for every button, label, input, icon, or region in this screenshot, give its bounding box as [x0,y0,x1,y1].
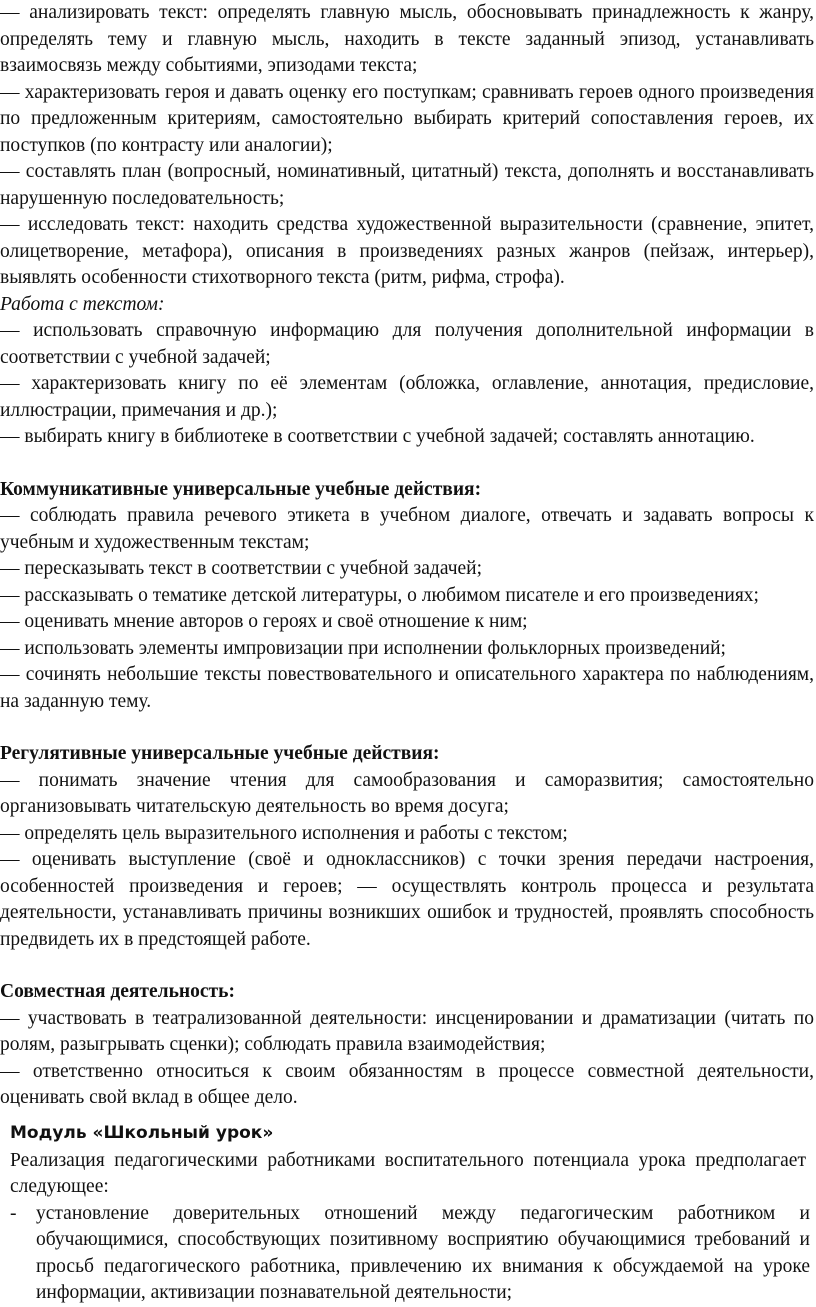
paragraph-responsibility: — ответственно относиться к своим обязанностям в процессе совместной деятельности, оценивать свой вклад в общее дело. [0,1060,814,1108]
paragraph-evaluate: — оценивать выступление (своё и одноклассников) с точки зрения передачи настроения, особенностей произведения и героев; — осуществлять контроль процесса и результата деятельности, устанавливать причины возникших ошибок и трудностей, проявлять способность предвидеть их в предстоящей работе. [0,849,814,950]
paragraph-improvisation: — использовать элементы импровизации при исполнении фольклорных произведений; [0,637,726,659]
communicative-heading: Коммуникативные универсальные учебные действия: [0,478,482,500]
module-intro: Реализация педагогическими работниками воспитательного потенциала урока предполагает следующее: [10,1149,806,1197]
bullet-text: установление доверительных отношений между педагогическим работником и обучающимися, способствующих позитивному восприятию обучающимися требований и просьб педагогического работника, привлечению их внимания к обсуждаемой на уроке информации, активизации познавательной деятельности; [36,1202,810,1303]
paragraph-reference-info: — использовать справочную информацию для получения дополнительной информации в соответствии с учебной задачей; [0,320,814,368]
paragraph-characterize-hero: — характеризовать героя и давать оценку его поступкам; сравнивать героев одного произведения по предложенным критериям, самостоятельно выбирать критерий сопоставления героев, их поступков (по контрасту или аналогии); [0,81,814,156]
paragraph-book-elements: — характеризовать книгу по её элементам (обложка, оглавление, аннотация, предисловие, иллюстрации, примечания и др.); [0,373,814,421]
paragraph-etiquette: — соблюдать правила речевого этикета в учебном диалоге, отвечать и задавать вопросы к учебным и художественным текстам; [0,505,814,553]
joint-activity-heading: Совместная деятельность: [0,981,235,1002]
module-title: Модуль «Школьный урок» [10,1122,274,1143]
paragraph-plan: — составлять план (вопросный, номинативный, цитатный) текста, дополнять и восстанавливать нарушенную последовательность; [0,161,814,209]
paragraph-tell-literature: — рассказывать о тематике детской литературы, о любимом писателе и его произведениях; [0,584,759,606]
paragraph-reading-meaning: — понимать значение чтения для самообразования и саморазвития; самостоятельно организовывать читательскую деятельность во время досуга; [0,769,814,817]
paragraph-research-text: — исследовать текст: находить средства художественной выразительности (сравнение, эпитет, олицетворение, метафора), описания в произведениях разных жанров (пейзаж, интерьер), выявлять особенности стихотворного текста (ритм, рифма, строфа). [0,214,814,288]
paragraph-retell: — пересказывать текст в соответствии с учебной задачей; [0,558,483,579]
module-section [0,1120,810,1307]
paragraph-goal: — определять цель выразительного исполнения и работы с текстом; [0,822,568,844]
bullet-dash: - [10,1202,17,1224]
paragraph-choose-book: — выбирать книгу в библиотеке в соответствии с учебной задачей; составлять аннотацию. [0,426,755,447]
paragraph-author-opinion: — оценивать мнение авторов о героях и своё отношение к ним; [0,611,528,632]
paragraph-compose: — сочинять небольшие тексты повествовательного и описательного характера по наблюдениям, на заданную тему. [0,664,814,712]
paragraph-theatre: — участвовать в театрализованной деятельности: инсценировании и драматизации (читать по ролям, разыгрывать сценки); соблюдать правила взаимодействия; [0,1007,814,1055]
regulative-heading: Регулятивные универсальные учебные действия: [0,743,440,764]
paragraph-analyze: — анализировать текст: определять главную мысль, обосновывать принадлежность к жанру, определять тему и главную мысль, находить в тексте заданный эпизод, устанавливать взаимосвязь между событиями, эпизодами текста; [0,2,814,76]
work-with-text-heading: Работа с текстом: [0,293,165,315]
list-item [10,1201,810,1307]
